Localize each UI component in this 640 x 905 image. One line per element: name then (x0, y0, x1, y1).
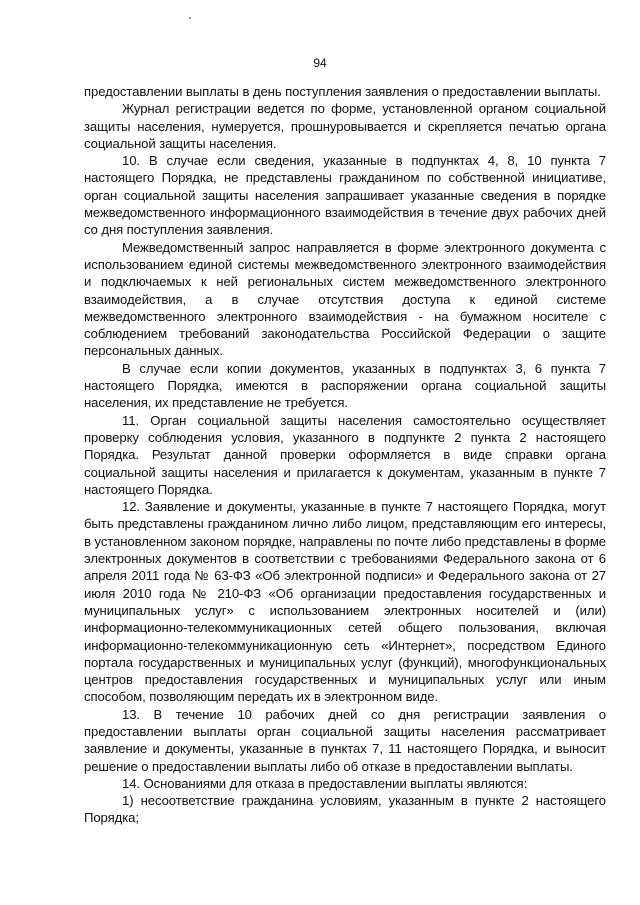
paragraph-interagency-request: Межведомственный запрос направляется в форме электронного документа с использованием единой системы межведомственного электронного взаимодействия и подключаемых к ней региональных систем межведомственного электронного взаимодействия, а в случае отсутствия доступа к единой системе межведомственного электронного взаимодействия - на бумажном носителе с соблюдением требований законодательства Российской Федерации о защите персональных данных. (84, 239, 606, 359)
paragraph-continuation: предоставлении выплаты в день поступления заявления о предоставлении выплаты. (84, 84, 601, 99)
paragraph-item-13: 13. В течение 10 рабочих дней со дня регистрации заявления о предоставлении выплаты орган социальной защиты населения рассматривает заявление и документы, указанные в пунктах 7, 11 настоящего Порядка, и выносит решение о предоставлении выплаты либо об отказе в предоставлении выплаты. (84, 706, 606, 774)
paragraph-item-10: 10. В случае если сведения, указанные в подпунктах 4, 8, 10 пункта 7 настоящего Порядка, не представлены гражданином по собственной инициативе, орган социальной защиты населения запрашивает указанные сведения в порядке межведомственного информационного взаимодействия в течение двух рабочих дней со дня поступления заявления. (84, 153, 606, 238)
paragraph-subitem-1: 1) несоответствие гражданина условиям, указанным в пункте 2 настоящего Порядка; (84, 793, 606, 826)
paragraph-item-14: 14. Основаниями для отказа в предоставлении выплаты являются: (122, 775, 528, 791)
paragraph-item-11: 11. Орган социальной защиты населения самостоятельно осуществляет проверку соблюдения условия, указанного в подпункте 2 пункта 2 настоящего Порядка. Результат данной проверки оформляется в виде справки органа социальной защиты населения и прилагается к документам, указанным в пункте 7 настоящего Порядка. (84, 412, 606, 497)
paragraph-copies: В случае если копии документов, указанных в подпунктах 3, 6 пункта 7 настоящего Порядка, имеются в распоряжении органа социальной защиты населения, их представление не требуется. (84, 360, 606, 411)
paragraph-item-12: 12. Заявление и документы, указанные в пункте 7 настоящего Порядка, могут быть представлены гражданином лично либо лицом, представляющим его интересы, в установленном законом порядке, направлены по почте либо представлены в форме электронных документов в соответствии с требованиями Федерального закона от 6 апреля 2011 года № 63-ФЗ «Об электронной подписи» и Федерального закона от 27 июля 2010 года № 210-ФЗ «Об организации предоставления государственных и муниципальных услуг» с использованием электронных носителей и (или) информационно-телекоммуникационных сетей общего пользования, включая информационно-телекоммуникационную сеть «Интернет», посредством Единого портала государственных и муниципальных услуг (функций), многофункциональных центров предоставления государственных и муниципальных услуг или иным способом, позволяющим передать их в электронном виде. (84, 499, 606, 705)
page-number: 94 (313, 56, 327, 70)
body-text (84, 83, 606, 827)
scan-speck (189, 17, 191, 19)
paragraph-journal: Журнал регистрации ведется по форме, установленной органом социальной защиты населения, нумеруется, прошнуровывается и скрепляется печатью органа социальной защиты населения. (84, 101, 606, 151)
